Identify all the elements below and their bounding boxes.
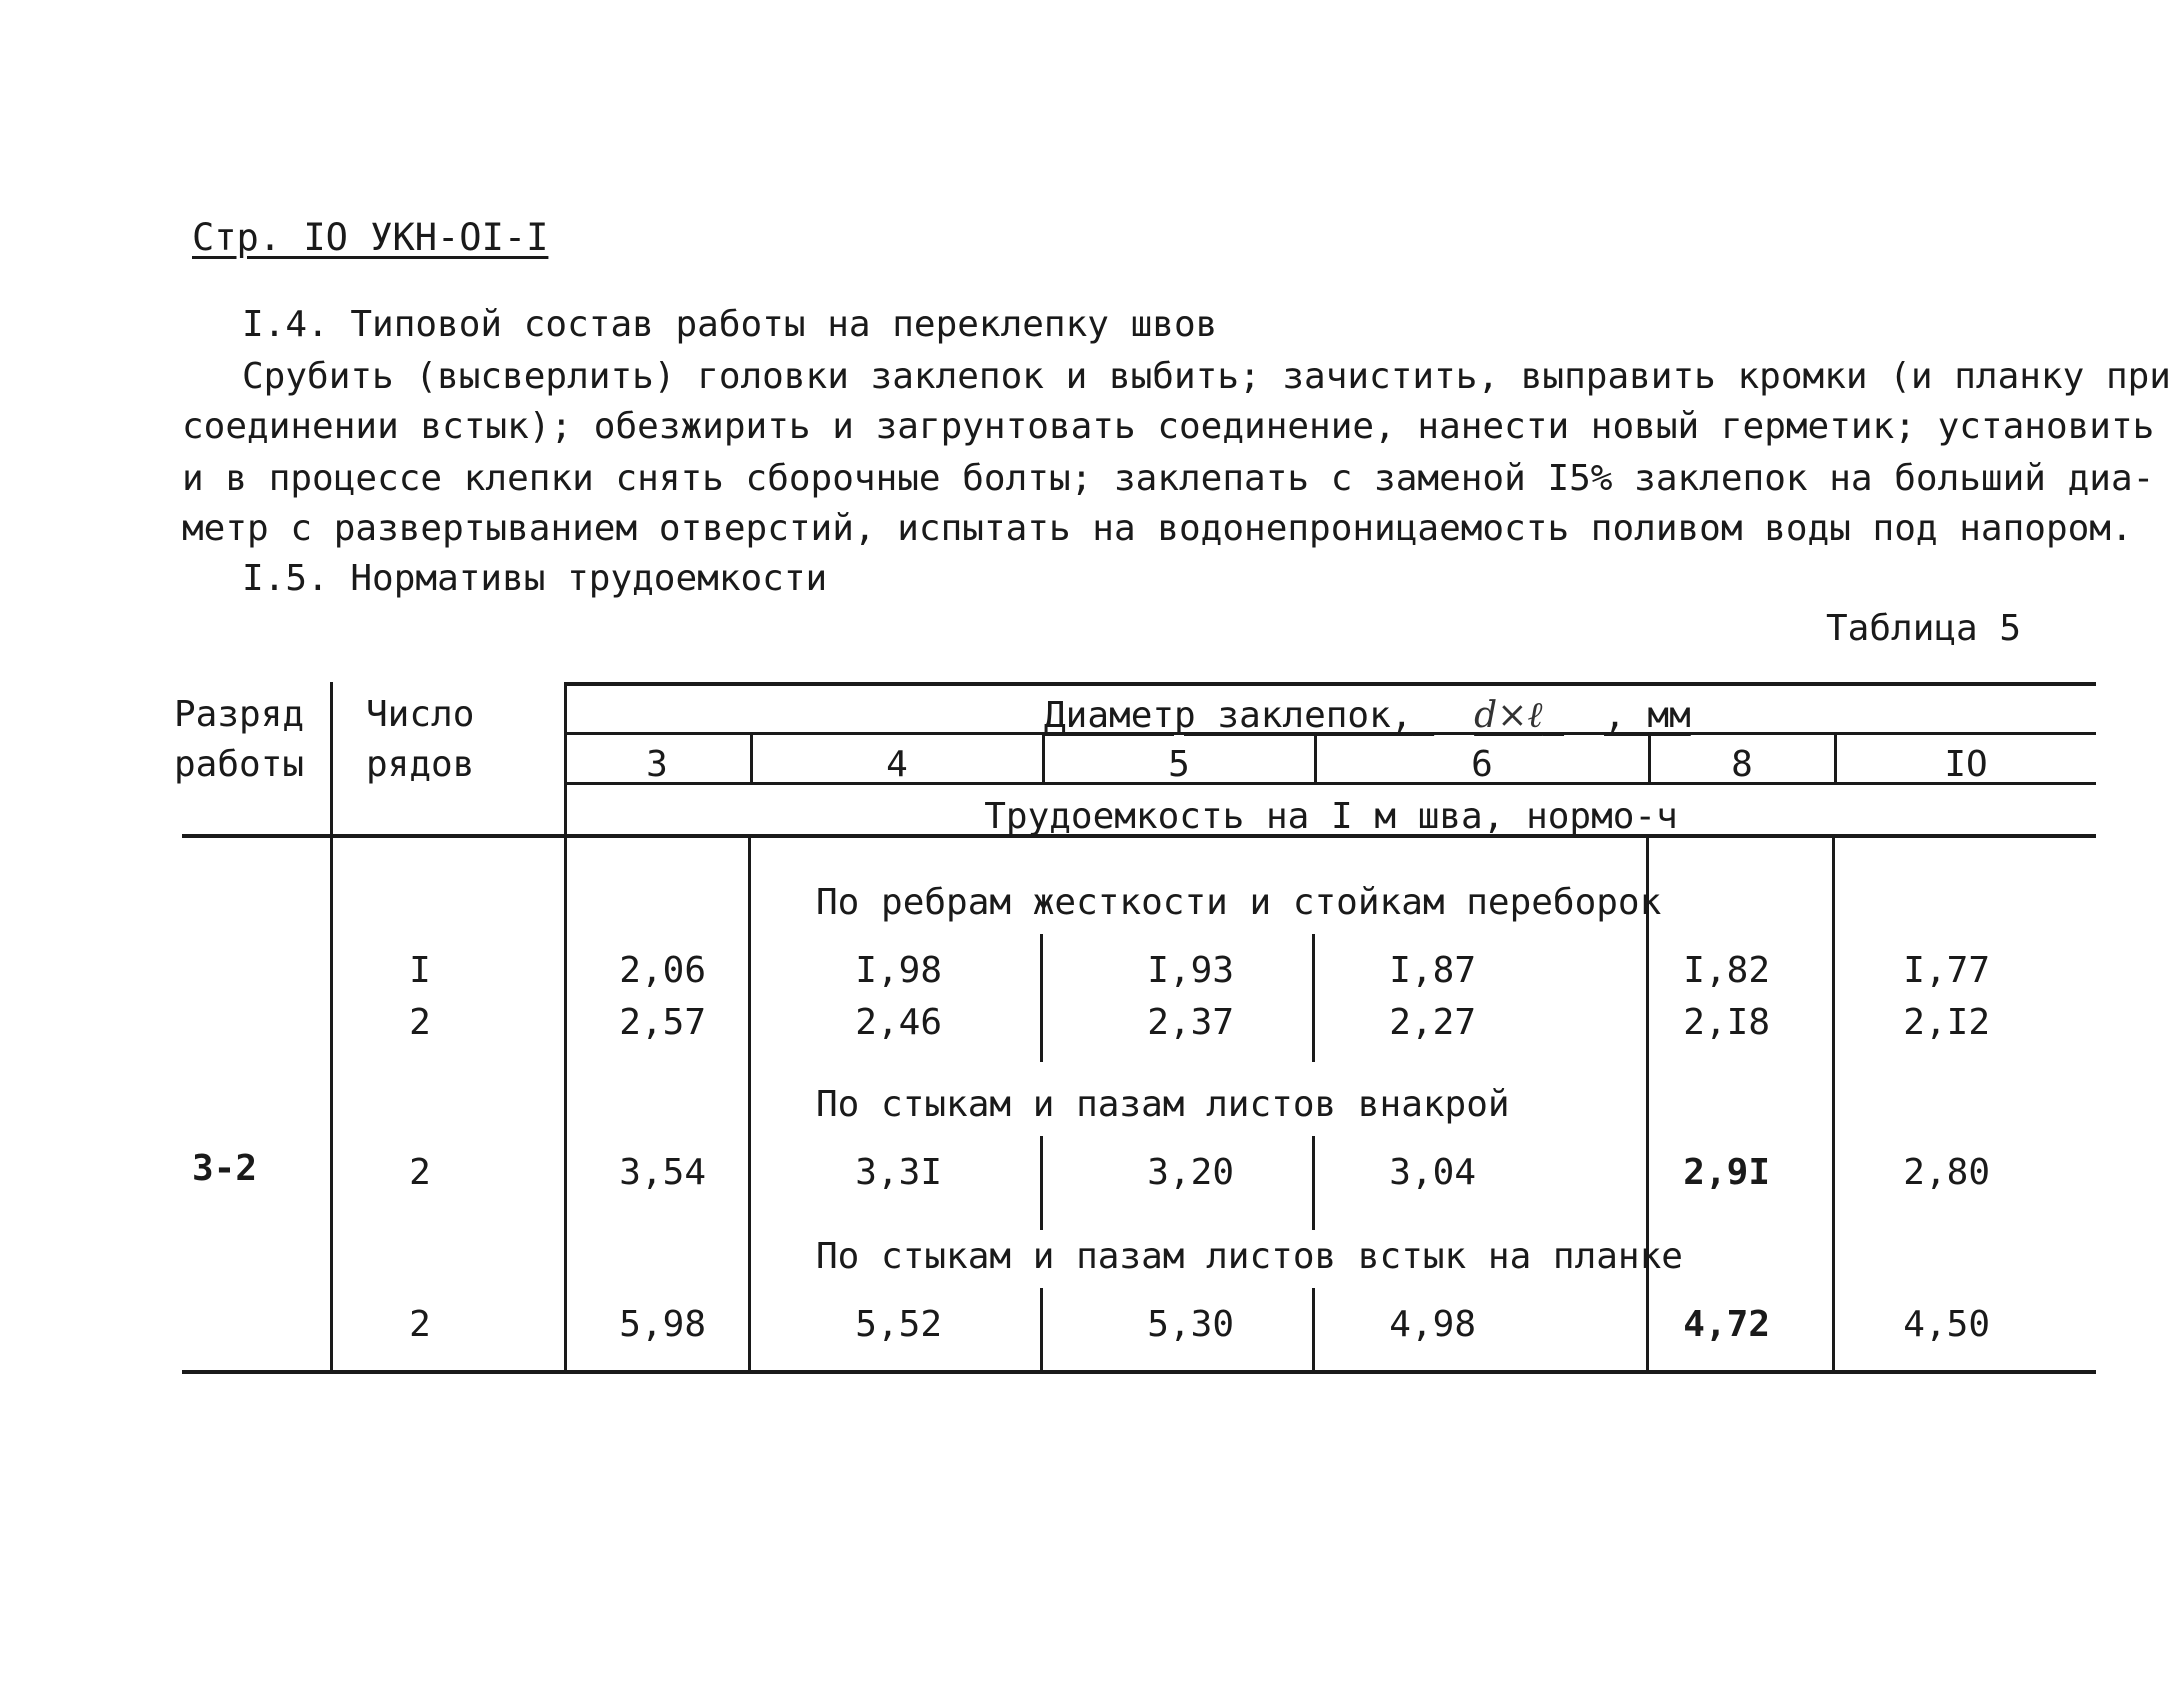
diam-8: 8 [1731, 744, 1753, 785]
s1r2-c10: 2,I2 [1903, 1002, 1990, 1043]
diameter-header [1044, 694, 1691, 736]
grade-header-line1: Разряд [174, 694, 305, 735]
grade-header-line2: работы [174, 744, 305, 785]
diameter-header-prefix: Диаметр заклепок, [1044, 695, 1413, 736]
diam-6: 6 [1471, 744, 1493, 785]
table-bottom-rule [182, 1370, 2096, 1374]
s3r1-c8: 4,72 [1683, 1304, 1770, 1345]
diam-3: 3 [646, 744, 668, 785]
body-divider-3-4 [748, 836, 751, 1372]
page-header: Стр. IO УКН-OI-I [192, 216, 549, 259]
s2r1-c3: 3,54 [619, 1152, 706, 1193]
inner-divider-4-5-s1 [1040, 934, 1043, 1062]
table-label: Таблица 5 [1826, 608, 2022, 649]
s1r1-c8: I,82 [1683, 950, 1770, 991]
diam-10: IO [1944, 744, 1988, 785]
s3r1-c3: 5,98 [619, 1304, 706, 1345]
inner-divider-4-5-s3 [1040, 1288, 1043, 1372]
section-title: I.4. Типовой состав работы на переклепку швов [242, 304, 1218, 345]
grade-value: 3-2 [192, 1148, 258, 1189]
section-1-title: По ребрам жесткости и стойкам переборок [816, 882, 1662, 923]
s1r2-c5: 2,37 [1147, 1002, 1234, 1043]
s3r1-c10: 4,50 [1903, 1304, 1990, 1345]
s1r2-c6: 2,27 [1389, 1002, 1476, 1043]
s2r1-rows: 2 [409, 1152, 431, 1193]
table-top-rule [566, 682, 2096, 686]
s3r1-c5: 5,30 [1147, 1304, 1234, 1345]
diameter-header-unit: , мм [1604, 695, 1691, 736]
inner-divider-4-5-s2 [1040, 1136, 1043, 1230]
s3r1-c4: 5,52 [855, 1304, 942, 1345]
diam-4: 4 [886, 744, 908, 785]
inner-divider-5-6-s2 [1312, 1136, 1315, 1230]
s1r2-c4: 2,46 [855, 1002, 942, 1043]
s1r1-c6: I,87 [1389, 950, 1476, 991]
s3r1-c6: 4,98 [1389, 1304, 1476, 1345]
norms-title: I.5. Нормативы трудоемкости [242, 558, 828, 599]
s1r2-c3: 2,57 [619, 1002, 706, 1043]
s1r2-rows: 2 [409, 1002, 431, 1043]
s1r1-rows: I [409, 950, 431, 991]
body-line-1: Срубить (высверлить) головки заклепок и выбить; зачистить, выправить кромки (и планку при [242, 356, 2171, 397]
s3r1-rows: 2 [409, 1304, 431, 1345]
inner-divider-5-6-s3 [1312, 1288, 1315, 1372]
s1r1-c3: 2,06 [619, 950, 706, 991]
body-line-2: соединении встык); обезжирить и загрунтовать соединение, нанести новый герметик; установить [182, 406, 2155, 447]
s2r1-c10: 2,80 [1903, 1152, 1990, 1193]
s1r1-c10: I,77 [1903, 950, 1990, 991]
diameter-header-formula: d×ℓ [1474, 695, 1543, 736]
s2r1-c4: 3,3I [855, 1152, 942, 1193]
col-divider-1 [330, 682, 333, 1372]
s2r1-c8: 2,9I [1683, 1152, 1770, 1193]
body-divider-8-10 [1832, 836, 1835, 1372]
body-line-4: метр с развертыванием отверстий, испытать на водонепроницаемость поливом воды под напором. [182, 508, 2133, 549]
rows-header-line2: рядов [366, 744, 475, 785]
section-2-title: По стыкам и пазам листов внакрой [816, 1084, 1510, 1125]
s2r1-c6: 3,04 [1389, 1152, 1476, 1193]
diam-5: 5 [1168, 744, 1190, 785]
inner-divider-5-6-s1 [1312, 934, 1315, 1062]
s1r2-c8: 2,I8 [1683, 1002, 1770, 1043]
body-line-3: и в процессе клепки снять сборочные болты; заклепать с заменой I5% заклепок на больший диа- [182, 458, 2155, 499]
rows-header-line1: Число [366, 694, 475, 735]
section-3-title: По стыкам и пазам листов встык на планке [816, 1236, 1683, 1277]
s1r1-c4: I,98 [855, 950, 942, 991]
s1r1-c5: I,93 [1147, 950, 1234, 991]
s2r1-c5: 3,20 [1147, 1152, 1234, 1193]
labor-header: Трудоемкость на I м шва, нормо-ч [984, 796, 1678, 837]
